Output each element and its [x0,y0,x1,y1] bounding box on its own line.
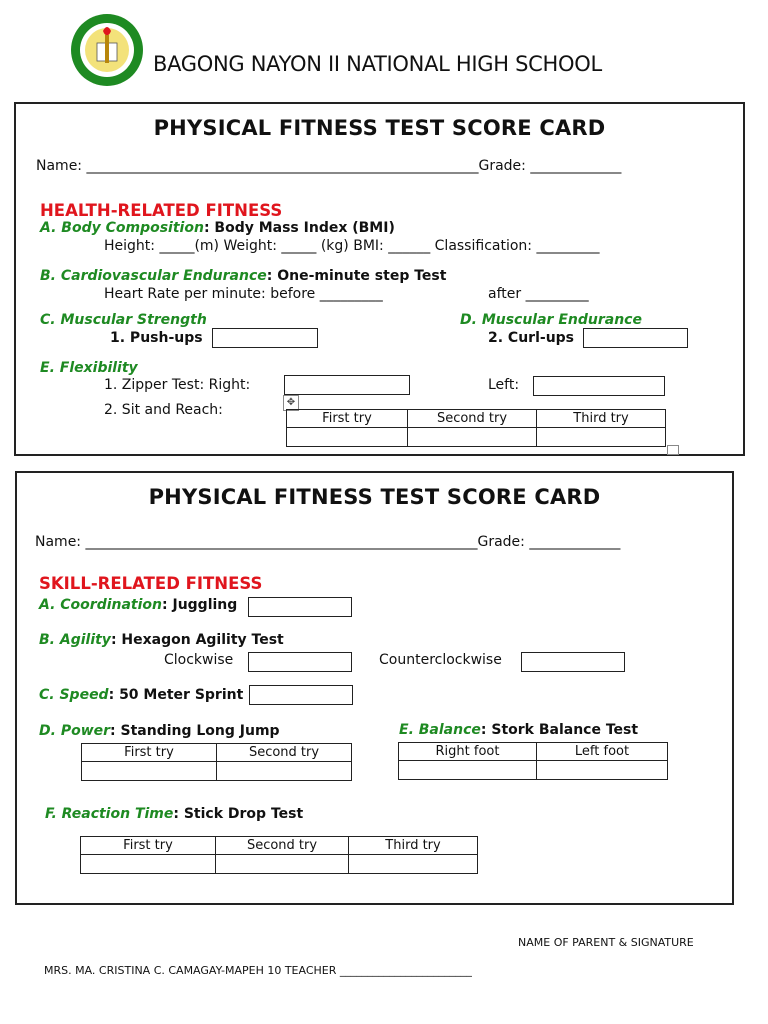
balance-table [398,742,668,780]
sit-reach-table [286,409,666,447]
curl-ups-field[interactable] [583,328,688,348]
heart-rate-before: Heart Rate per minute: before _________ [104,286,383,302]
score-cell[interactable] [82,762,217,781]
table-header: Right foot [399,743,537,761]
reaction-time-heading: F. Reaction Time: Stick Drop Test [45,806,304,822]
section-heading: SKILL-RELATED FITNESS [39,574,263,593]
table-header: First try [82,744,217,762]
zipper-right-field[interactable] [284,375,410,395]
name-grade-line: Name: ________________________________________________________Grade: _____________ [36,158,622,174]
table-header: Third try [349,837,478,855]
parent-signature-label: NAME OF PARENT & SIGNATURE [518,936,694,949]
score-cell[interactable] [537,761,668,780]
muscular-strength-heading: C. Muscular Strength [40,312,207,328]
school-seal-logo [70,13,144,87]
score-cell[interactable] [287,428,408,447]
skill-score-card [15,471,734,905]
table-header: Second try [217,744,352,762]
counterclockwise-label: Counterclockwise [379,652,502,668]
muscular-endurance-heading: D. Muscular Endurance [460,312,642,328]
cardio-heading: B. Cardiovascular Endurance: One-minute step Test [40,268,447,284]
speed-heading: C. Speed: 50 Meter Sprint [39,687,244,703]
clockwise-label: Clockwise [164,652,234,668]
curl-ups-label: 2. Curl-ups [488,330,575,346]
score-cell[interactable] [217,762,352,781]
section-heading: HEALTH-RELATED FITNESS [40,201,283,220]
clockwise-field[interactable] [248,652,352,672]
zipper-test-label: 1. Zipper Test: Right: [104,377,251,393]
push-ups-field[interactable] [212,328,318,348]
body-composition-heading: A. Body Composition: Body Mass Index (BMI) [40,220,395,236]
sit-and-reach-label: 2. Sit and Reach: [104,402,223,418]
reaction-time-table [80,836,478,874]
bmi-line: Height: _____(m) Weight: _____ (kg) BMI: ______ Classification: _________ [104,238,600,254]
table-header: Second try [408,410,537,428]
score-cell[interactable] [399,761,537,780]
table-header: First try [81,837,216,855]
flexibility-heading: E. Flexibility [40,360,138,376]
zipper-left-field[interactable] [533,376,665,396]
health-score-card [14,102,745,456]
card-title: PHYSICAL FITNESS TEST SCORE CARD [148,485,601,509]
balance-heading: E. Balance: Stork Balance Test [399,722,639,738]
name-grade-line: Name: ________________________________________________________Grade: _____________ [35,534,621,550]
power-heading: D. Power: Standing Long Jump [39,723,280,739]
heart-rate-after: after _________ [488,286,589,302]
score-cell[interactable] [408,428,537,447]
school-name: BAGONG NAYON II NATIONAL HIGH SCHOOL [153,52,602,76]
table-header: First try [287,410,408,428]
sprint-field[interactable] [249,685,353,705]
agility-heading: B. Agility: Hexagon Agility Test [39,632,284,648]
power-table [81,743,352,781]
push-ups-label: 1. Push-ups [110,330,203,346]
table-header: Second try [216,837,349,855]
juggling-field[interactable] [248,597,352,617]
score-cell[interactable] [81,855,216,874]
table-header: Third try [537,410,666,428]
move-icon[interactable]: ✥ [283,395,299,411]
card-title: PHYSICAL FITNESS TEST SCORE CARD [153,116,606,140]
zipper-left-label: Left: [488,377,520,393]
score-cell[interactable] [349,855,478,874]
counterclockwise-field[interactable] [521,652,625,672]
table-header: Left foot [537,743,668,761]
score-cell[interactable] [537,428,666,447]
teacher-signature-line: MRS. MA. CRISTINA C. CAMAGAY-MAPEH 10 TEACHER ________________________ [44,964,472,977]
score-cell[interactable] [216,855,349,874]
resize-handle-icon[interactable] [667,445,679,455]
coordination-heading: A. Coordination: Juggling [39,597,238,613]
